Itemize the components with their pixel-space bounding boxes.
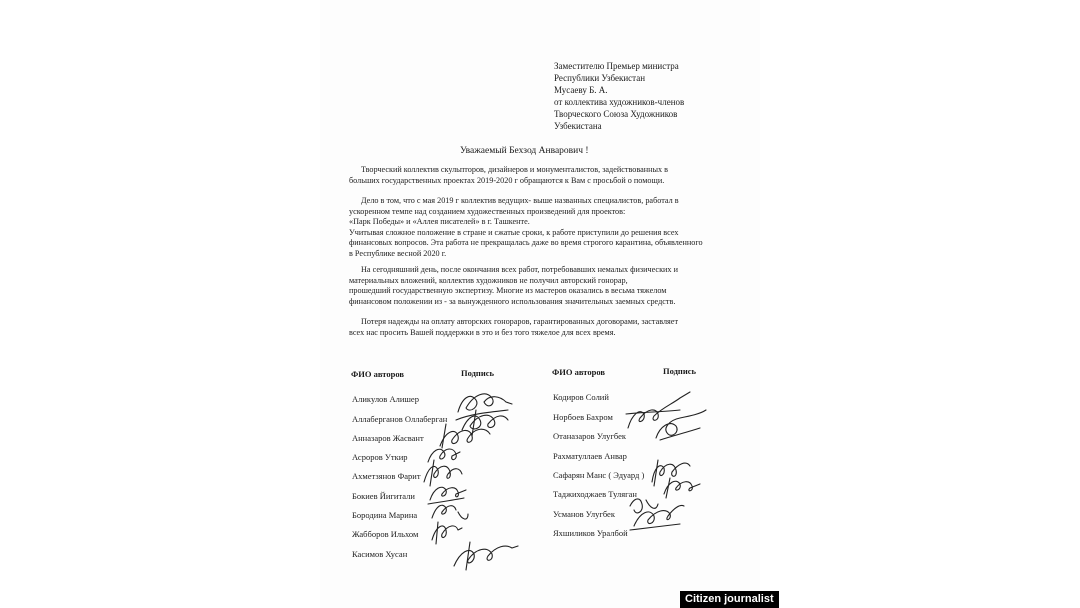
signature-scribble: [626, 392, 690, 428]
paragraph-line: Потеря надежды на оплату авторских гонораров, гарантированных договорами, заставляет: [361, 317, 679, 326]
addressee-line: Узбекистана: [554, 121, 602, 131]
author-name-left: Аликулов Алишер: [352, 394, 419, 404]
paragraph-line: «Парк Победы» и «Аллея писателей» в г. Ташкенте.: [349, 217, 530, 227]
author-name-left: Аллаберганов Оллаберган: [352, 414, 448, 424]
addressee-line: Мусаеву Б. А.: [554, 85, 608, 95]
addressee-line: от коллектива художников-членов: [554, 97, 685, 107]
signature-scribble: [428, 487, 466, 504]
author-name-right: Усманов Улугбек: [553, 509, 615, 519]
author-name-left: Жабборов Ильхом: [352, 529, 419, 539]
author-name-left: Ахметзянов Фарит: [352, 471, 421, 481]
signature-scribble: [454, 542, 518, 570]
signature-scribble: [432, 505, 468, 519]
author-name-left: Касимов Хусан: [352, 549, 408, 559]
signature-scribble: [630, 499, 658, 513]
left-header-name: ФИО авторов: [351, 369, 404, 379]
signature-scribble: [664, 478, 700, 498]
signature-scribble: [424, 460, 462, 486]
author-name-left: Бокиев Йигитали: [352, 491, 415, 501]
paragraph-line: прошедший государственную экспертизу. Многие из мастеров оказались в весьма тяжелом: [349, 286, 667, 296]
right-header-sign: Подпись: [663, 366, 696, 376]
right-header-name: ФИО авторов: [552, 367, 605, 377]
paragraph-line: На сегодняшний день, после окончания всех работ, потребовавших немалых физических и: [361, 265, 678, 274]
paragraph-line: больших государственных проектах 2019-2020 г обращаются к Вам с просьбой о помощи.: [349, 175, 665, 185]
left-header-sign: Подпись: [461, 368, 494, 378]
paragraph-line: всех нас просить Вашей поддержки в это и без того тяжелое для всех время.: [349, 327, 616, 337]
author-name-right: Отаназаров Улугбек: [553, 431, 626, 441]
author-name-right: Яхшиликов Уралбой: [553, 528, 628, 538]
paragraph-line: Дело в том, что с мая 2019 г коллектив ведущих- выше названных специалистов, работал в: [361, 196, 679, 205]
author-name-right: Таджиходжаев Туляган: [553, 489, 637, 499]
addressee-line: Творческого Союза Художников: [554, 109, 678, 119]
author-name-right: Кодиров Солий: [553, 392, 609, 402]
paragraph-line: материальных вложений, коллектив художников не получил авторский гонорар,: [349, 275, 628, 285]
author-name-left: Бородина Марина: [352, 510, 418, 520]
signature-scribble: [432, 522, 462, 544]
paragraph-line: ускоренном темпе над созданием художественных произведений для проектов:: [349, 206, 626, 216]
author-name-right: Сафарян Манс ( Эдуард ): [553, 470, 645, 480]
addressee-line: Республики Узбекистан: [554, 73, 646, 83]
paragraph-line: Учитывая сложное положение в стране и сжатые сроки, к работе приступили до решения всех: [349, 227, 679, 237]
paragraph-line: финансовых вопросов. Эта работа не прекращалась даже во время строгого карантина, объявленного: [349, 238, 703, 248]
paragraph-line: Творческий коллектив скульпторов, дизайнеров и монументалистов, задействованных в: [361, 165, 669, 174]
author-name-left: Анназаров Жасвант: [352, 433, 424, 443]
signature-scribble: [428, 449, 460, 462]
author-name-right: Норбоев Бахром: [553, 412, 613, 422]
citizen-journalist-watermark: Citizen journalist: [680, 591, 779, 608]
paragraph-line: в Республике весной 2020 г.: [349, 248, 447, 258]
signature-scribble: [440, 424, 490, 448]
author-name-right: Рахматуллаев Анвар: [553, 451, 627, 461]
signature-scribble: [462, 410, 508, 436]
signature-scribble: [656, 410, 706, 440]
author-name-left: Асроров Уткир: [352, 452, 408, 462]
salutation: Уважаемый Бехзод Анварович !: [460, 146, 589, 156]
signature-scribble: [630, 505, 684, 530]
paragraph-line: финансовом положении из - за вынужденного использования значительных заемных средств.: [349, 296, 676, 306]
addressee-line: Заместителю Премьер министра: [554, 61, 679, 71]
